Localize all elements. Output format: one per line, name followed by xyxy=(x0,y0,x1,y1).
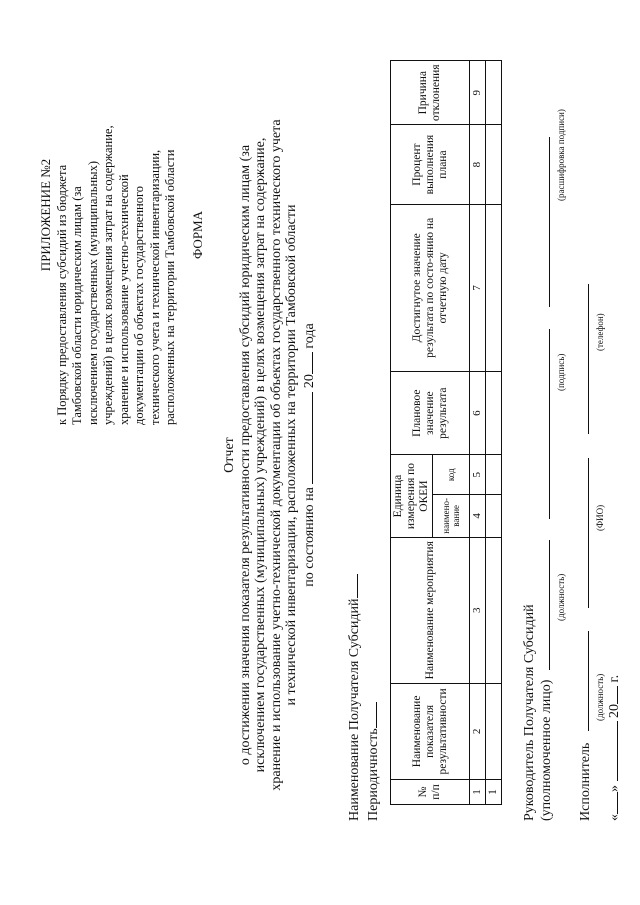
executor-captions-row xyxy=(593,41,605,821)
head-label-line1: Руководитель Получателя Субсидий xyxy=(522,604,537,821)
head-captions-row xyxy=(554,41,566,821)
date-close-quote: » xyxy=(607,785,622,792)
appendix-line: учреждений) в целях возмещения затрат на содержание, xyxy=(101,125,115,425)
head-label-line2: (уполномоченное лицо) xyxy=(539,679,554,821)
table-header-row xyxy=(391,61,433,805)
head-position-field[interactable] xyxy=(537,540,550,670)
date-g: г. xyxy=(607,674,622,683)
report-heading xyxy=(222,45,317,865)
report-line: и технической инвентаризации, расположенных на территории Тамбовской области xyxy=(284,204,299,706)
column-number: 7 xyxy=(470,204,486,371)
caption-signature: (подпись) xyxy=(556,353,566,391)
recipient-name-label: Наименование Получателя Субсидий xyxy=(347,598,362,821)
executor-fio-field[interactable] xyxy=(576,458,589,608)
header-achieved: Достигнутое значение результата по состо-янию на отчетную дату xyxy=(391,204,470,371)
caption-position2: (должность) xyxy=(595,673,605,721)
column-number: 5 xyxy=(470,455,486,495)
appendix-number: ПРИЛОЖЕНИЕ №2 xyxy=(38,158,53,272)
head-signature-row xyxy=(537,41,554,821)
caption-decoding: (расшифровка подписи) xyxy=(556,109,566,201)
as-of-date-field[interactable] xyxy=(300,392,313,484)
header-planned: Плановое значение результата xyxy=(391,371,470,455)
column-number: 6 xyxy=(470,371,486,455)
appendix-line: к Порядку предоставления субсидий из бюджета xyxy=(54,164,69,425)
column-number: 8 xyxy=(470,125,486,204)
appendix-line: Тамбовской области юридическим лицам (за xyxy=(70,186,84,425)
table-cell[interactable] xyxy=(486,61,502,125)
column-number: 4 xyxy=(470,495,486,537)
appendix-line: исключением государственных (муниципальных) xyxy=(85,161,100,425)
executor-phone-field[interactable] xyxy=(576,284,589,434)
executor-row xyxy=(576,41,593,821)
table-cell[interactable] xyxy=(486,455,502,495)
header-percent: Процент выполнения плана xyxy=(391,125,470,204)
appendix-block xyxy=(38,5,179,425)
period-label: Периодичность xyxy=(366,728,381,821)
head-decoding-field[interactable] xyxy=(537,137,550,307)
table-cell[interactable] xyxy=(486,204,502,371)
report-line: о достижении значения показателя результативности предоставления субсидий юридическим лицам (за xyxy=(237,144,253,766)
table-cell[interactable] xyxy=(486,537,502,683)
table-row xyxy=(486,61,502,805)
table-cell[interactable] xyxy=(486,371,502,455)
date-open-quote: « xyxy=(607,814,622,821)
period-field[interactable] xyxy=(364,702,377,728)
column-numbers-row xyxy=(470,61,486,805)
header-unit: Единица измерения по ОКЕИ xyxy=(391,455,433,537)
appendix-line: документации об объектах государственного xyxy=(132,185,146,425)
report-line: хранение и использование учетно-технической документации об объектах государственного технического учета xyxy=(268,119,284,791)
header-reason: Причина отклонения xyxy=(391,61,470,125)
appendix-line: хранение и использование учетно-технической xyxy=(116,174,131,425)
as-of-suffix: года xyxy=(301,323,317,349)
recipient-name-row xyxy=(345,574,364,821)
recipient-name-field[interactable] xyxy=(345,574,358,598)
header-indicator: Наименование показателя результативности xyxy=(391,683,470,779)
appendix-line: расположенных на территории Тамбовской области xyxy=(163,149,177,425)
table-cell[interactable] xyxy=(486,683,502,779)
table-cell[interactable] xyxy=(486,125,502,204)
date-day-field[interactable] xyxy=(605,792,618,814)
appendix-text xyxy=(55,5,179,425)
header-event: Наименование мероприятия xyxy=(391,537,470,683)
period-row xyxy=(364,574,383,821)
executor-position-field[interactable] xyxy=(576,631,589,731)
as-of-year-field[interactable] xyxy=(300,352,313,374)
appendix-line: технического учета и технической инвентаризации, xyxy=(147,149,162,425)
column-number: 3 xyxy=(470,537,486,683)
caption-fio: (ФИО) xyxy=(595,504,605,531)
header-num: № п/п xyxy=(391,779,470,804)
as-of-prefix: по состоянию на xyxy=(301,487,317,587)
table-cell: 1 xyxy=(486,779,502,804)
recipient-block xyxy=(345,574,383,821)
column-number: 1 xyxy=(470,779,486,804)
caption-position: (должность) xyxy=(556,573,566,621)
head-signature-field[interactable] xyxy=(537,329,550,519)
caption-phone: (телефон) xyxy=(595,313,605,351)
as-of-twenty: 20 xyxy=(301,374,317,389)
table-cell[interactable] xyxy=(486,495,502,537)
header-unit-name: наимено-вание xyxy=(433,495,470,537)
column-number: 2 xyxy=(470,683,486,779)
date-month-field[interactable] xyxy=(605,722,618,782)
executor-label: Исполнитель xyxy=(578,742,593,821)
date-twenty: 20 xyxy=(607,704,622,718)
header-unit-code: код xyxy=(433,455,470,495)
report-table xyxy=(390,60,502,805)
report-line: исключением государственных (муниципальных) учреждений) в целях возмещения затрат на содержание, xyxy=(253,137,268,773)
report-title: Отчет xyxy=(222,437,237,473)
form-label: ФОРМА xyxy=(190,211,205,259)
signature-block xyxy=(522,41,622,821)
column-number: 9 xyxy=(470,61,486,125)
report-as-of xyxy=(300,45,318,865)
